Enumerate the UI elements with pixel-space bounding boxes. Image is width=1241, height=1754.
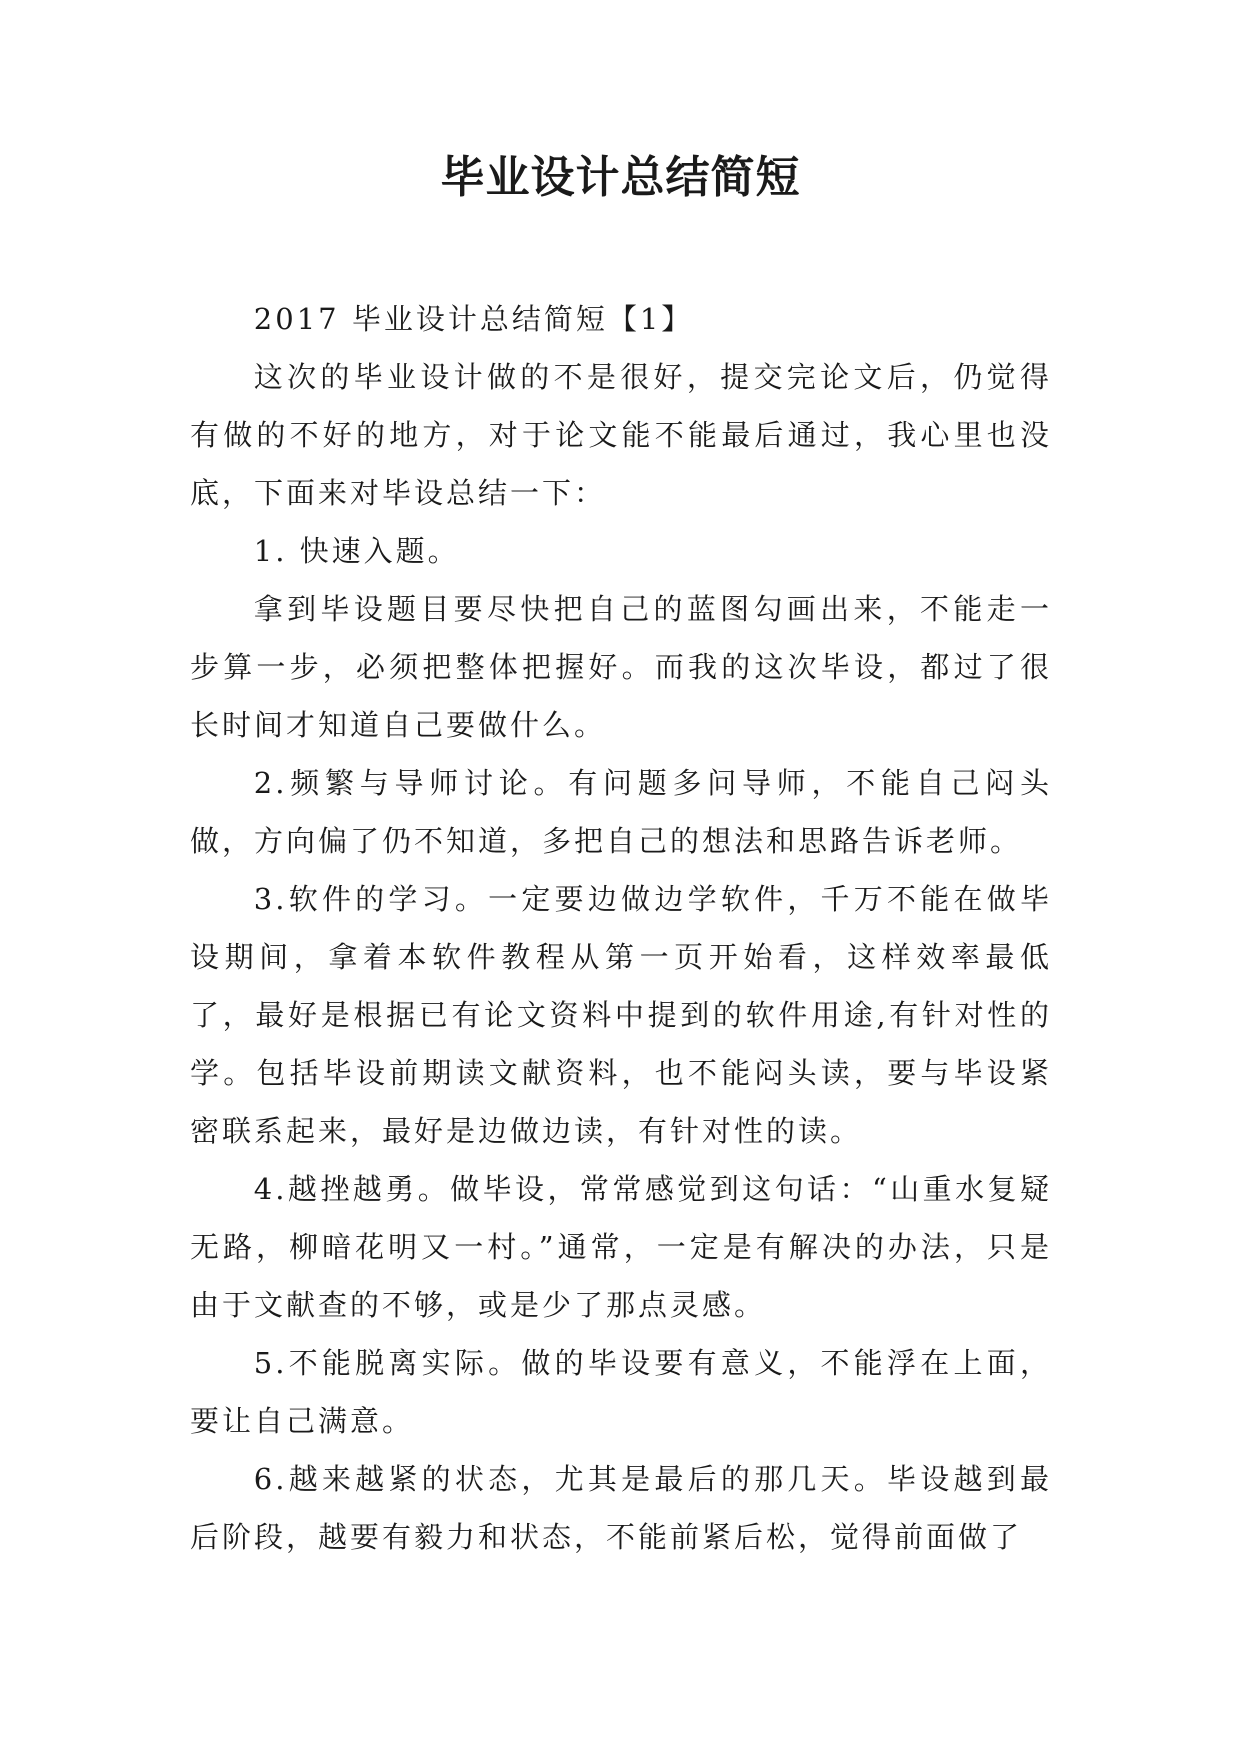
paragraph-point-5: 5.不能脱离实际。做的毕设要有意义，不能浮在上面，要让自己满意。 (190, 1346, 1052, 1438)
paragraph-point-3: 3.软件的学习。一定要边做边学软件，千万不能在做毕设期间，拿着本软件教程从第一页开始看，这样效率最低了，最好是根据已有论文资料中提到的软件用途,有针对性的学。包括毕设前期读文献资料，也不能闷头读，要与毕设紧密联系起来，最好是边做边读，有针对性的读。 (190, 882, 1052, 1148)
document-title: 毕业设计总结简短 (440, 152, 801, 203)
paragraph-heading: 2017 毕业设计总结简短【1】 (253, 302, 694, 336)
paragraph-point-2: 2.频繁与导师讨论。有问题多问导师，不能自己闷头做，方向偏了仍不知道，多把自己的想法和思路告诉老师。 (190, 766, 1052, 858)
document-body (190, 290, 1052, 1566)
paragraph-intro: 这次的毕业设计做的不是很好，提交完论文后，仍觉得有做的不好的地方，对于论文能不能最后通过，我心里也没底，下面来对毕设总结一下： (190, 360, 1052, 510)
paragraph-point-4: 4.越挫越勇。做毕设，常常感觉到这句话：“山重水复疑无路，柳暗花明又一村。”通常，一定是有解决的办法，只是由于文献查的不够，或是少了那点灵感。 (190, 1172, 1052, 1322)
paragraph-point-1-detail: 拿到毕设题目要尽快把自己的蓝图勾画出来，不能走一步算一步，必须把整体把握好。而我的这次毕设，都过了很长时间才知道自己要做什么。 (190, 592, 1052, 742)
paragraph-point-1: 1. 快速入题。 (253, 534, 460, 568)
paragraph-point-6: 6.越来越紧的状态，尤其是最后的那几天。毕设越到最后阶段，越要有毅力和状态，不能前紧后松，觉得前面做了 (190, 1462, 1052, 1554)
